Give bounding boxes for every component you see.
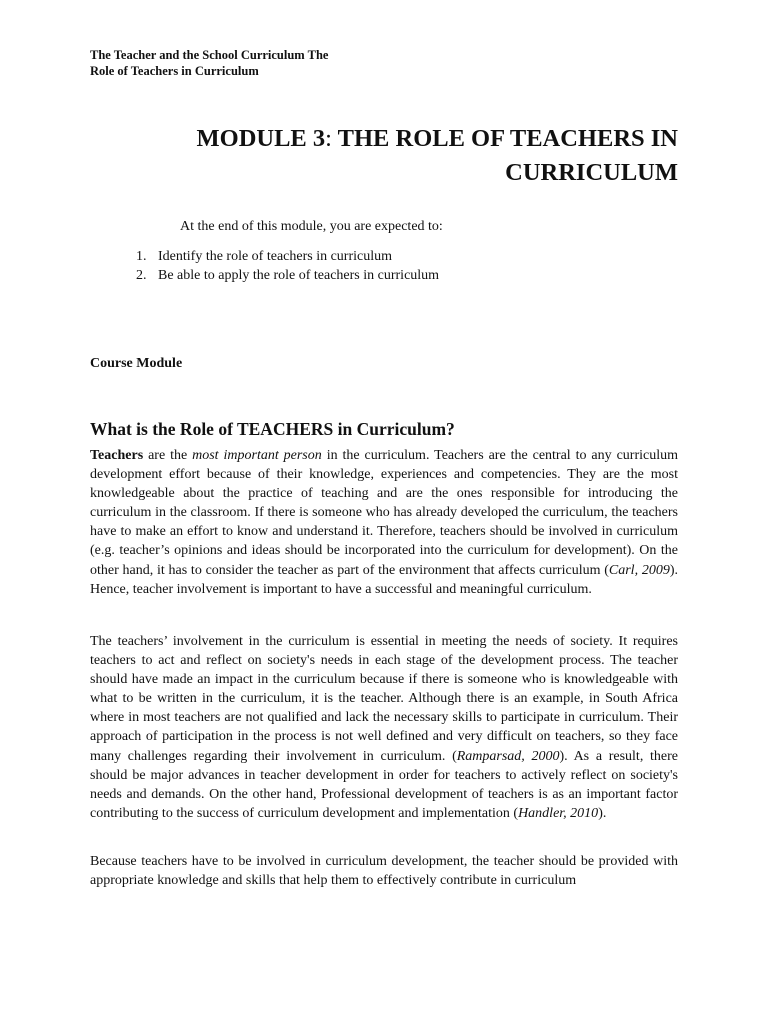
objectives-intro: At the end of this module, you are expected to: (180, 219, 443, 234)
paragraph-1-lead: Teachers (90, 448, 144, 463)
objective-item (128, 247, 439, 266)
module-title-colon: : (325, 125, 332, 152)
citation-handler: Handler, 2010 (518, 805, 599, 821)
running-header-line-1: The Teacher and the School Curriculum The (90, 48, 329, 62)
section-heading: What is the Role of TEACHERS in Curriculum? (90, 419, 455, 439)
paragraph-3: Because teachers have to be involved in curriculum development, the teacher should be provided with appropriate knowledge and skills that help them to effectively contribute in curriculum (90, 854, 678, 889)
paragraph-2-text-c: ). (598, 805, 607, 821)
module-title-line-2: CURRICULUM (505, 159, 678, 186)
module-title (118, 122, 678, 190)
module-number: MODULE 3 (196, 125, 326, 152)
paragraph-1-emphasis: most important person (192, 448, 322, 463)
objective-item (128, 266, 439, 285)
running-header (90, 47, 390, 79)
objective-text: Identify the role of teachers in curriculum (158, 249, 393, 264)
paragraph-2-text-a: The teachers’ involvement in the curriculum is essential in meeting the needs of society. It requires teachers to act and reflect on society's needs in each stage of the development process. The teacher should have made an impact in the curriculum because if there is someone who is knowledgeable with what to be written in the curriculum, it is the teacher. Although there is an example, in South Africa where in most teachers are not qualified and lack the necessary skills to participate in curriculum. Their approach of participation in the process is not well defined and very difficult on teachers, so they face many challenges regarding their involvement in curriculum. ( (90, 634, 678, 764)
paragraph-1-text-c: ). Hence, teacher involvement is important to have a successful and meaningful curriculum. (90, 562, 678, 597)
paragraph-1-text-b: in the curriculum. Teachers are the central to any curriculum development effort because of their knowledge, experiences and competencies. They are the most knowledgeable about the practice of teaching and are the ones responsible for introducing the curriculum in the classroom. If there is someone who has already developed the curriculum, the teachers have to make an effort to know and understand it. Therefore, teachers should be involved in curriculum (e.g. teacher’s opinions and ideas should be incorporated into the curriculum for development). On the other hand, it has to consider the teacher as part of the environment that affects curriculum ( (90, 448, 678, 578)
module-title-line-1 (118, 122, 678, 156)
objective-text: Be able to apply the role of teachers in curriculum (158, 268, 440, 283)
citation-carl: Carl, 2009 (608, 562, 670, 578)
paragraph-1 (90, 446, 678, 599)
module-title-text: THE ROLE OF TEACHERS IN (331, 125, 678, 152)
paragraph-1-text-a: are the (143, 448, 193, 463)
paragraph-2 (90, 632, 678, 823)
course-module-label: Course Module (90, 356, 183, 371)
running-header-line-2: Role of Teachers in Curriculum (90, 64, 259, 78)
objective-number: 2. (136, 268, 147, 283)
citation-ramparsad: Ramparsad, 2000 (456, 748, 560, 764)
objectives-list (128, 247, 439, 285)
paragraph-2-text-b: ). As a result, there should be major advances in teacher development in order for teachers to actively reflect on society's needs and demands. On the other hand, Professional development of teachers is as an important factor contributing to the success of curriculum development and implementation ( (90, 748, 678, 821)
objective-number: 1. (136, 249, 147, 264)
